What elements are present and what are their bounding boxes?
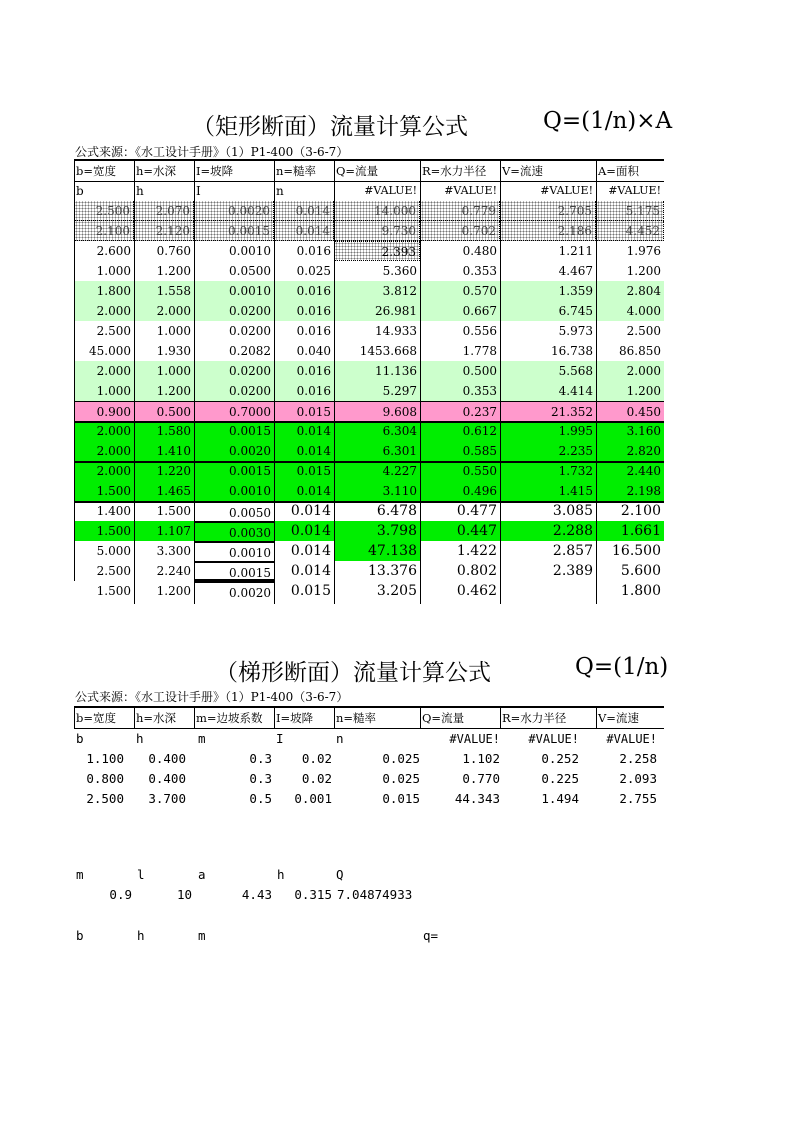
- rect-cell-b: 1.500: [74, 521, 134, 541]
- rect-header-a: A=面积: [598, 164, 639, 178]
- rect-vline: [274, 159, 275, 604]
- rect-vline: [420, 159, 421, 604]
- rect-cell-v: [500, 581, 596, 601]
- rect-cell-n: 0.014: [296, 424, 331, 438]
- rect-cell-v: 1.359: [558, 284, 593, 298]
- trap-cell-v: 2.093: [619, 771, 657, 786]
- extra-label-h: h: [277, 867, 285, 882]
- rect-cell-r: 0.779: [420, 201, 500, 221]
- rect-source: 公式来源：《水工设计手册》（1）P1-400（3-6-7）: [75, 145, 349, 159]
- rect-cell-h: 1.465: [156, 484, 191, 498]
- rect-cell-n: 0.014: [274, 201, 334, 221]
- tsym-m: m: [198, 731, 206, 746]
- trap-title: （梯形断面）流量计算公式: [215, 660, 491, 686]
- tsym-v: #VALUE!: [606, 732, 657, 746]
- rect-cell-a: 2.500: [626, 324, 661, 338]
- rect-cell-i: 0.0015: [194, 561, 274, 581]
- tsym-n: n: [336, 731, 344, 746]
- rect-cell-v: 2.705: [500, 201, 596, 221]
- rect-cell-v: 2.186: [500, 221, 596, 241]
- rect-cell-n: 0.014: [274, 221, 334, 241]
- rect-cell-v: 2.235: [558, 444, 593, 458]
- rect-cell-a: 1.976: [626, 244, 661, 258]
- rect-cell-a: 1.200: [626, 264, 661, 278]
- rect-vline: [596, 159, 597, 604]
- rect-cell-i: 0.7000: [229, 405, 271, 419]
- rect-cell-n: 0.014: [296, 444, 331, 458]
- trap-cell-r: 0.225: [541, 771, 579, 786]
- rect-cell-q: 14.933: [375, 324, 417, 338]
- extra-label-q2: q=: [423, 928, 439, 943]
- rect-cell-h: 1.000: [156, 364, 191, 378]
- rect-cell-v: 4.467: [558, 264, 593, 278]
- rect-cell-b: 2.100: [74, 221, 134, 241]
- rect-cell-v: 1.415: [558, 484, 593, 498]
- rect-cell-a: 4.452: [596, 221, 664, 241]
- rect-cell-b: 1.500: [96, 584, 131, 598]
- rect-data-row: [74, 461, 664, 481]
- trap-header-q: Q=流量: [422, 711, 465, 725]
- rect-cell-h: 1.220: [156, 464, 191, 478]
- rect-cell-r: 0.667: [462, 304, 497, 318]
- rect-cell-h: 1.200: [156, 384, 191, 398]
- rect-cell-i: 0.0010: [194, 541, 274, 561]
- trap-symbol-row: [0, 729, 794, 749]
- rect-data-row: [74, 341, 664, 361]
- rect-cell-b: 2.000: [96, 444, 131, 458]
- extra-label-m: m: [76, 867, 84, 882]
- rect-cell-i: 0.0200: [229, 324, 271, 338]
- trap-vline: [134, 706, 135, 728]
- sym-r: #VALUE!: [444, 184, 497, 197]
- rect-cell-h: 1.200: [156, 584, 191, 598]
- trap-cell-m: 0.5: [249, 791, 272, 806]
- trap-data-row: [0, 789, 794, 809]
- rect-cell-a: 2.804: [626, 284, 661, 298]
- rect-cell-b: 2.500: [96, 564, 131, 578]
- trap-vline: [500, 706, 501, 728]
- rect-cell-q: 6.478: [376, 503, 417, 519]
- rect-cell-r: 0.550: [462, 464, 497, 478]
- rect-data-row: [74, 521, 664, 541]
- rect-cell-n: 0.016: [296, 244, 331, 258]
- rect-cell-v: 2.857: [552, 543, 593, 559]
- rect-data-row: [74, 201, 664, 221]
- rect-cell-b: 1.800: [96, 284, 131, 298]
- rect-cell-q: 3.205: [376, 583, 417, 599]
- rect-data-row: [74, 261, 664, 281]
- rect-cell-n: 0.016: [296, 384, 331, 398]
- rect-cell-n: 0.014: [290, 503, 331, 519]
- tsym-h: h: [136, 731, 144, 746]
- rect-data-row: [74, 281, 664, 301]
- trap-cell-b: 0.800: [86, 771, 124, 786]
- rect-cell-v: 4.414: [558, 384, 593, 398]
- rect-cell-h: 2.000: [156, 304, 191, 318]
- rect-cell-h: 1.000: [156, 324, 191, 338]
- rect-cell-v: 16.738: [551, 344, 593, 358]
- rect-cell-q: 47.138: [334, 541, 420, 561]
- rect-data-row: [74, 241, 664, 261]
- rect-cell-h: 1.410: [156, 444, 191, 458]
- rect-cell-b: 2.000: [96, 364, 131, 378]
- rect-cell-q: 2.393: [334, 241, 420, 261]
- trap-cell-r: 0.252: [541, 751, 579, 766]
- sym-b: b: [76, 184, 84, 198]
- rect-group-border: [74, 501, 664, 503]
- rect-data-row: [74, 541, 664, 561]
- rect-cell-h: 2.070: [134, 201, 194, 221]
- extra-label-l: l: [137, 867, 145, 882]
- rect-cell-n: 0.014: [290, 563, 331, 579]
- rect-cell-r: 0.353: [462, 384, 497, 398]
- rect-cell-n: 0.016: [296, 324, 331, 338]
- rect-cell-i: 0.0015: [229, 464, 271, 478]
- rect-cell-n: 0.015: [296, 405, 331, 419]
- rect-cell-v: 5.568: [558, 364, 593, 378]
- sym-a: #VALUE!: [608, 184, 661, 197]
- extra-value-h: 0.315: [294, 887, 332, 902]
- rect-cell-b: 5.000: [96, 544, 131, 558]
- rect-vline: [74, 159, 75, 581]
- rect-cell-h: 2.240: [156, 564, 191, 578]
- rect-cell-r: 0.702: [420, 221, 500, 241]
- extra-value-m: 0.9: [109, 887, 132, 902]
- trap-cell-h: 0.400: [148, 751, 186, 766]
- rect-data-row: [74, 321, 664, 341]
- rect-cell-a: 2.100: [620, 503, 661, 519]
- rect-cell-i: 0.0010: [229, 244, 271, 258]
- rect-data-row: [74, 481, 664, 501]
- extra-label-m2: m: [198, 928, 206, 943]
- rect-cell-i: 0.0200: [229, 364, 271, 378]
- trap-vline: [274, 706, 275, 728]
- rect-header-row: [74, 159, 664, 182]
- rect-header-v: V=流速: [502, 164, 543, 178]
- rect-cell-v: 3.085: [552, 503, 593, 519]
- tsym-i: I: [276, 731, 284, 746]
- trap-cell-b: 1.100: [86, 751, 124, 766]
- trap-cell-m: 0.3: [249, 771, 272, 786]
- trap-cell-m: 0.3: [249, 751, 272, 766]
- trap-cell-i: 0.02: [301, 751, 332, 766]
- rect-formula: Q=(1/n)×A: [543, 108, 673, 134]
- rect-cell-q: 14.000: [334, 201, 420, 221]
- rect-cell-r: 0.237: [462, 405, 497, 419]
- rect-cell-h: 1.107: [134, 521, 194, 541]
- rect-cell-n: 0.015: [290, 583, 331, 599]
- rect-cell-r: 0.477: [456, 503, 497, 519]
- trap-cell-n: 0.025: [382, 771, 420, 786]
- trap-cell-n: 0.015: [382, 791, 420, 806]
- rect-cell-q: 9.608: [382, 405, 417, 419]
- rect-header-h: h=水深: [136, 164, 177, 178]
- trap-cell-q: 0.770: [462, 771, 500, 786]
- rect-vline: [134, 159, 135, 604]
- rect-cell-h: 3.300: [156, 544, 191, 558]
- rect-cell-h: 2.120: [134, 221, 194, 241]
- rect-cell-h: 1.930: [156, 344, 191, 358]
- rect-cell-q: 3.812: [382, 284, 417, 298]
- trap-header-r: R=水力半径: [502, 711, 567, 725]
- rect-cell-q: 6.301: [382, 444, 417, 458]
- rect-cell-i: 0.0015: [194, 221, 274, 241]
- rect-cell-q: 1453.668: [359, 344, 417, 358]
- rect-cell-q: 5.297: [382, 384, 417, 398]
- rect-cell-n: 0.014: [290, 543, 331, 559]
- sym-q: #VALUE!: [364, 184, 417, 197]
- rect-cell-b: 2.000: [96, 304, 131, 318]
- sym-n: n: [276, 184, 284, 198]
- trap-cell-q: 1.102: [462, 751, 500, 766]
- rect-data-row: [74, 381, 664, 401]
- extra-label-b2: b: [76, 928, 84, 943]
- trap-cell-n: 0.025: [382, 751, 420, 766]
- rect-cell-a: 1.661: [596, 521, 664, 541]
- rect-cell-b: 2.500: [74, 201, 134, 221]
- rect-data-row: [74, 401, 664, 422]
- rect-data-row: [74, 581, 664, 601]
- rect-cell-r: 1.778: [462, 344, 497, 358]
- rect-cell-h: 1.558: [156, 284, 191, 298]
- rect-cell-h: 0.760: [156, 244, 191, 258]
- rect-cell-h: 1.500: [156, 504, 191, 518]
- rect-cell-r: 0.585: [462, 444, 497, 458]
- rect-cell-b: 1.400: [96, 504, 131, 518]
- rect-cell-i: 0.0050: [194, 501, 274, 521]
- extra-value-l: 10: [176, 887, 192, 902]
- rect-cell-a: 1.200: [626, 384, 661, 398]
- rect-cell-i: 0.0020: [194, 201, 274, 221]
- trap-cell-i: 0.02: [301, 771, 332, 786]
- rect-data-row: [74, 501, 664, 521]
- sym-h: h: [136, 184, 144, 198]
- rect-cell-b: 2.500: [96, 324, 131, 338]
- trap-header-v: V=流速: [598, 711, 639, 725]
- trap-header-b: b=宽度: [76, 711, 116, 725]
- rect-cell-r: 0.612: [462, 424, 497, 438]
- rect-cell-v: 21.352: [551, 405, 593, 419]
- trap-data-row: [0, 769, 794, 789]
- rect-cell-r: 0.462: [456, 583, 497, 599]
- rect-cell-b: 1.000: [96, 264, 131, 278]
- rect-cell-i: 0.0010: [229, 484, 271, 498]
- rect-cell-i: 0.0200: [229, 304, 271, 318]
- rect-cell-b: 2.000: [96, 464, 131, 478]
- rect-cell-i: 0.0030: [194, 521, 274, 541]
- rect-cell-b: 45.000: [89, 344, 131, 358]
- rect-cell-n: 0.025: [296, 264, 331, 278]
- trap-header-row: [74, 706, 664, 729]
- rect-header-q: Q=流量: [336, 164, 379, 178]
- rect-symbol-row: [74, 181, 664, 201]
- rect-cell-i: 0.0020: [194, 581, 274, 601]
- rect-cell-n: 0.015: [296, 464, 331, 478]
- rect-cell-a: 2.000: [626, 364, 661, 378]
- rect-cell-v: 1.211: [558, 244, 593, 258]
- rect-cell-b: 0.900: [96, 405, 131, 419]
- rect-cell-b: 2.000: [96, 424, 131, 438]
- rect-cell-a: 16.500: [612, 543, 661, 559]
- rect-vline: [194, 159, 195, 604]
- rect-cell-v: 6.745: [558, 304, 593, 318]
- rect-header-n: n=糙率: [276, 164, 317, 178]
- rect-cell-a: 4.000: [626, 304, 661, 318]
- rect-cell-a: 2.198: [626, 484, 661, 498]
- trap-vline: [334, 706, 335, 728]
- rect-cell-b: 2.600: [96, 244, 131, 258]
- rect-cell-n: 0.014: [274, 521, 334, 541]
- rect-cell-q: 26.981: [375, 304, 417, 318]
- rect-data-row: [74, 301, 664, 321]
- sym-v: #VALUE!: [540, 184, 593, 197]
- rect-cell-n: 0.016: [296, 284, 331, 298]
- rect-cell-h: 1.200: [156, 264, 191, 278]
- rect-cell-q: 3.798: [334, 521, 420, 541]
- rect-cell-a: 0.450: [626, 405, 661, 419]
- rect-header-r: R=水力半径: [422, 164, 487, 178]
- rect-data-row: [74, 421, 664, 441]
- rect-cell-a: 3.160: [626, 424, 661, 438]
- rect-data-row: [74, 441, 664, 461]
- rect-cell-h: 1.580: [156, 424, 191, 438]
- trap-cell-v: 2.755: [619, 791, 657, 806]
- rect-cell-v: 2.389: [552, 563, 593, 579]
- rect-cell-r: 0.802: [456, 563, 497, 579]
- rect-cell-b: 1.000: [96, 384, 131, 398]
- trap-vline: [194, 706, 195, 728]
- tsym-b: b: [76, 731, 84, 746]
- rect-cell-r: 1.422: [456, 543, 497, 559]
- trap-cell-h: 0.400: [148, 771, 186, 786]
- trap-header-m: m=边坡系数: [196, 711, 263, 725]
- rect-cell-i: 0.2082: [229, 344, 271, 358]
- trap-vline: [74, 706, 75, 728]
- rect-title: （矩形断面）流量计算公式: [192, 114, 468, 140]
- trap-source: 公式来源：《水工设计手册》（1）P1-400（3-6-7）: [75, 690, 349, 704]
- rect-vline: [334, 159, 335, 604]
- rect-cell-q: 9.730: [334, 221, 420, 241]
- rect-cell-n: 0.016: [296, 364, 331, 378]
- rect-header-b: b=宽度: [76, 164, 116, 178]
- trap-header-h: h=水深: [136, 711, 177, 725]
- extra-value-a: 4.43: [241, 887, 272, 902]
- tsym-r: #VALUE!: [528, 732, 579, 746]
- rect-cell-i: 0.0020: [229, 444, 271, 458]
- trap-cell-r: 1.494: [541, 791, 579, 806]
- rect-cell-q: 6.304: [382, 424, 417, 438]
- rect-cell-v: 1.995: [558, 424, 593, 438]
- extra-value-q: 7.04874933: [337, 887, 413, 902]
- sym-i: I: [196, 184, 201, 198]
- rect-cell-v: 5.973: [558, 324, 593, 338]
- rect-cell-q: 5.360: [382, 264, 417, 278]
- rect-cell-q: 11.136: [375, 364, 417, 378]
- rect-cell-r: 0.556: [462, 324, 497, 338]
- rect-cell-a: 2.820: [626, 444, 661, 458]
- trap-formula: Q=(1/n): [575, 654, 669, 680]
- rect-cell-a: 5.600: [620, 563, 661, 579]
- rect-cell-i: 0.0010: [229, 284, 271, 298]
- trap-cell-q: 44.343: [454, 791, 500, 806]
- rect-cell-q: 13.376: [368, 563, 417, 579]
- rect-data-row: [74, 221, 664, 241]
- trap-header-i: I=坡降: [276, 711, 314, 725]
- rect-cell-a: 2.440: [626, 464, 661, 478]
- rect-cell-i: 0.0200: [229, 384, 271, 398]
- extra-label-q: Q: [336, 867, 344, 882]
- rect-cell-a: 1.800: [620, 583, 661, 599]
- rect-cell-r: 0.496: [462, 484, 497, 498]
- rect-cell-r: 0.500: [462, 364, 497, 378]
- extra-label-a: a: [198, 867, 206, 882]
- rect-cell-i: 0.0015: [229, 424, 271, 438]
- trap-vline: [596, 706, 597, 728]
- rect-cell-r: 0.570: [462, 284, 497, 298]
- tsym-q: #VALUE!: [449, 732, 500, 746]
- rect-cell-n: 0.016: [296, 304, 331, 318]
- trap-header-n: n=糙率: [336, 711, 377, 725]
- rect-cell-a: 5.175: [596, 201, 664, 221]
- rect-cell-n: 0.014: [296, 484, 331, 498]
- rect-cell-r: 0.353: [462, 264, 497, 278]
- extra-label-h2: h: [137, 928, 145, 943]
- trap-vline: [420, 706, 421, 728]
- trap-cell-h: 3.700: [148, 791, 186, 806]
- rect-cell-q: 3.110: [382, 484, 417, 498]
- rect-header-i: I=坡降: [196, 164, 234, 178]
- rect-cell-n: 0.040: [296, 344, 331, 358]
- rect-cell-a: 86.850: [619, 344, 661, 358]
- rect-group-border: [74, 421, 664, 423]
- rect-cell-h: 0.500: [156, 405, 191, 419]
- rect-data-row: [74, 361, 664, 381]
- trap-cell-b: 2.500: [86, 791, 124, 806]
- rect-cell-i: 0.0500: [229, 264, 271, 278]
- rect-vline: [500, 159, 501, 604]
- rect-group-border: [74, 461, 664, 463]
- rect-cell-v: 2.288: [500, 521, 596, 541]
- trap-cell-v: 2.258: [619, 751, 657, 766]
- rect-data-row: [74, 561, 664, 581]
- rect-cell-b: 1.500: [96, 484, 131, 498]
- rect-cell-r: 0.480: [462, 244, 497, 258]
- rect-cell-v: 1.732: [558, 464, 593, 478]
- trap-cell-i: 0.001: [294, 791, 332, 806]
- rect-cell-r: 0.447: [420, 521, 500, 541]
- rect-cell-q: 4.227: [382, 464, 417, 478]
- trap-data-row: [0, 749, 794, 769]
